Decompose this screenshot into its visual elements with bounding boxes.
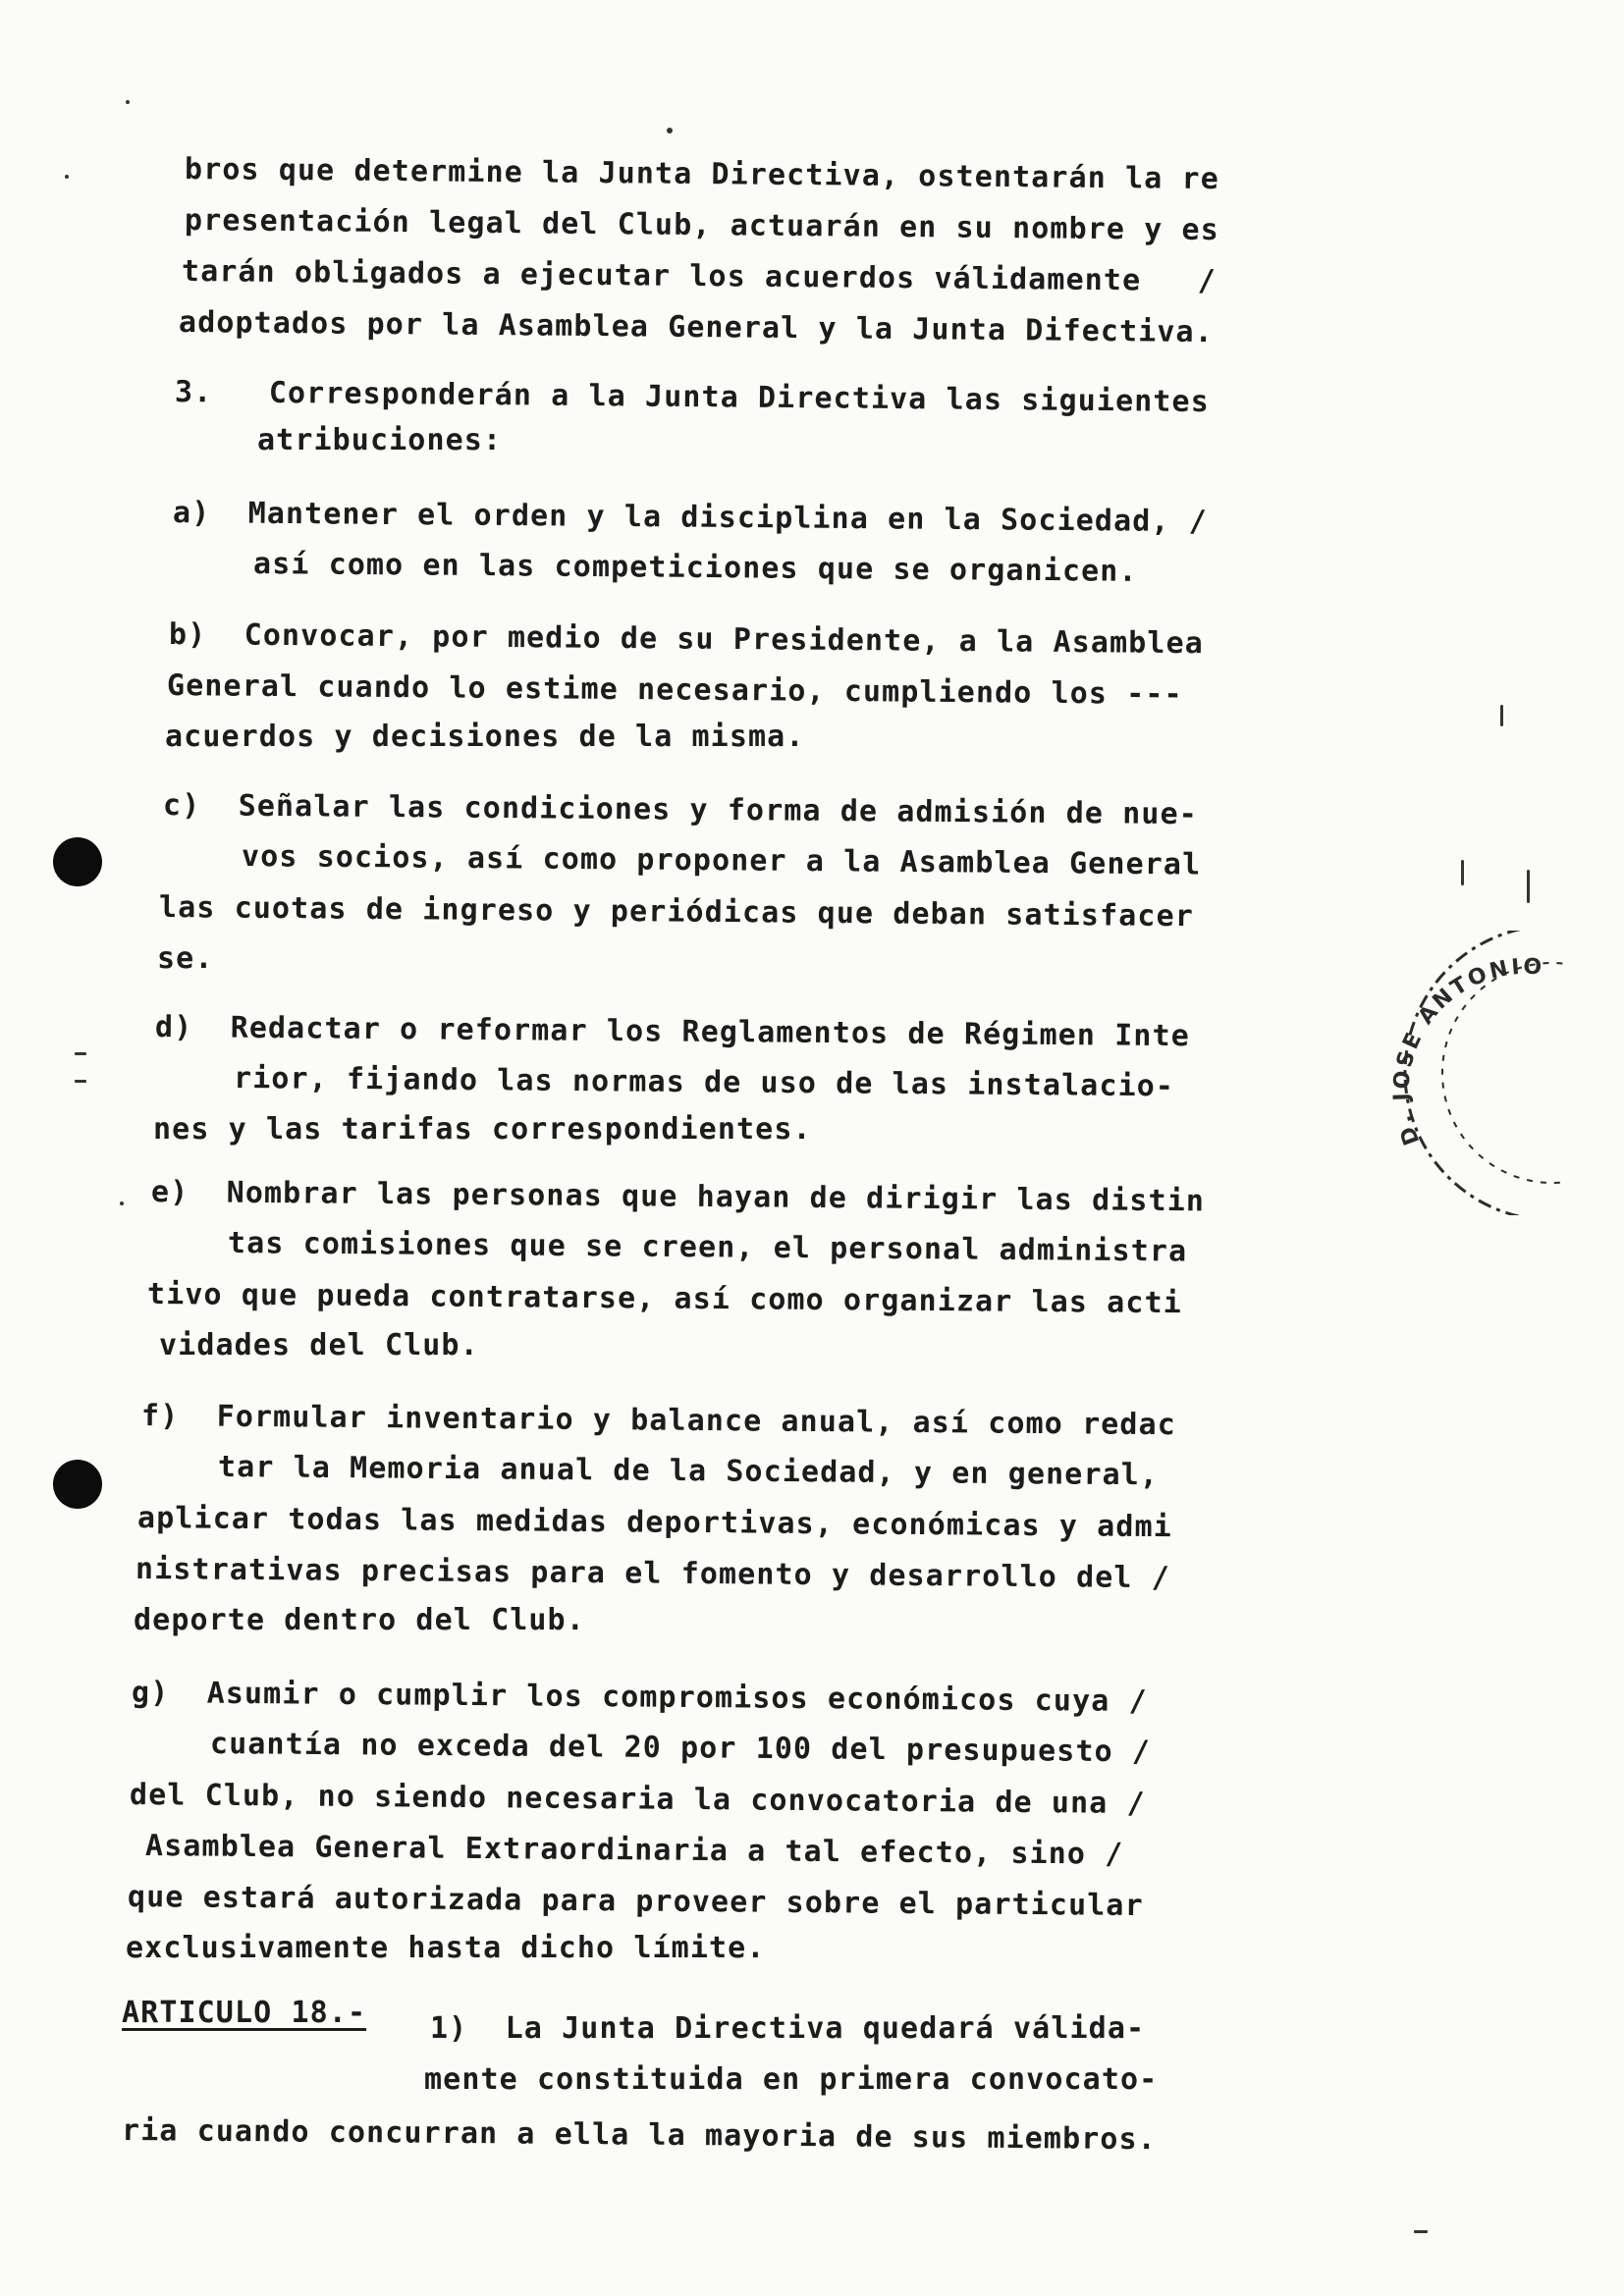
- text-line: exclusivamente hasta dicho límite.: [126, 1931, 766, 1965]
- text-line: nes y las tarifas correspondientes.: [153, 1112, 812, 1147]
- text-line: que estará autorizada para proveer sobre el particular: [127, 1880, 1144, 1924]
- list-item-a: a) Mantener el orden y la disciplina en la Sociedad, /: [172, 496, 1209, 540]
- list-item-f: f) Formular inventario y balance anual, así como redac: [140, 1399, 1177, 1443]
- list-item-d: d) Redactar o reformar los Reglamentos de Régimen Inte: [154, 1010, 1191, 1054]
- text-line: acuerdos y decisiones de la misma.: [165, 720, 805, 754]
- punch-hole: [53, 1460, 102, 1509]
- ink-speck: [1500, 705, 1503, 726]
- ink-speck: [75, 1080, 86, 1083]
- text-line: cuantía no exceda del 20 por 100 del presupuesto /: [209, 1727, 1152, 1770]
- list-item-b: b) Convocar, por medio de su Presidente, a la Asamblea: [168, 617, 1205, 662]
- text-line: Asamblea General Extraordinaria a tal efecto, sino /: [144, 1829, 1124, 1872]
- text-line: ria cuando concurran a ella la mayoria de sus miembros.: [121, 2113, 1158, 2158]
- text-line: tarán obligados a ejecutar los acuerdos válidamente /: [181, 254, 1218, 299]
- list-item-e: e) Nombrar las personas que hayan de dirigir las distin: [150, 1175, 1206, 1219]
- text-line: aplicar todas las medidas deportivas, económicas y admi: [136, 1501, 1173, 1545]
- list-item-g: g) Asumir o cumplir los compromisos económicos cuya /: [131, 1676, 1148, 1720]
- ink-speck: [1461, 860, 1464, 885]
- text-line: las cuotas de ingreso y periódicas que deban satisfacer: [158, 890, 1195, 934]
- text-line: nistrativas precisas para el fomento y desarrollo del /: [135, 1552, 1171, 1596]
- ink-speck: [120, 1201, 124, 1205]
- text-line: vos socios, así como proponer a la Asamblea General: [241, 839, 1202, 882]
- text-line: tivo que pueda contratarse, así como organizar las acti: [146, 1277, 1183, 1321]
- ink-speck: [126, 100, 130, 104]
- text-line: tar la Memoria anual de la Sociedad, y en general,: [217, 1450, 1160, 1493]
- text-line: adoptados por la Asamblea General y la Junta Difectiva.: [178, 305, 1215, 350]
- article-paragraph: 1) La Junta Directiva quedará válida-: [430, 2011, 1146, 2046]
- text-line: rior, fijando las normas de uso de las instalacio-: [233, 1061, 1175, 1104]
- punch-hole: [53, 837, 102, 886]
- ink-speck: [65, 175, 69, 179]
- text-line: mente constituida en primera convocato-: [424, 2062, 1159, 2097]
- svg-text:D. JOSE ANTONIO: [1389, 954, 1545, 1148]
- seal-text: D. JOSE ANTONIO: [1389, 954, 1545, 1148]
- text-line: se.: [157, 941, 214, 976]
- ink-speck: [667, 128, 673, 133]
- text-line: presentación legal del Club, actuarán en su nombre y es: [184, 203, 1220, 248]
- ink-speck: [75, 1052, 86, 1055]
- ink-speck: [1414, 2230, 1428, 2233]
- text-line: del Club, no siendo necesaria la convocatoria de una /: [129, 1778, 1146, 1822]
- official-seal: [1371, 931, 1567, 1215]
- text-line: tas comisiones que se creen, el personal administra: [227, 1226, 1188, 1269]
- text-line: deporte dentro del Club.: [134, 1603, 585, 1637]
- article-heading: ARTICULO 18.-: [122, 1996, 367, 2030]
- section-heading: 3. Corresponderán a la Junta Directiva las siguientes: [174, 375, 1211, 420]
- text-line: bros que determine la Junta Directiva, ostentarán la re: [184, 152, 1220, 197]
- text-line: General cuando lo estime necesario, cumpliendo los ---: [166, 668, 1183, 713]
- list-item-c: c) Señalar las condiciones y forma de admisión de nue-: [162, 788, 1199, 832]
- text-line: atribuciones:: [257, 423, 503, 457]
- text-line: vidades del Club.: [159, 1328, 479, 1362]
- ink-speck: [1527, 870, 1530, 903]
- text-line: así como en las competiciones que se organicen.: [252, 547, 1138, 589]
